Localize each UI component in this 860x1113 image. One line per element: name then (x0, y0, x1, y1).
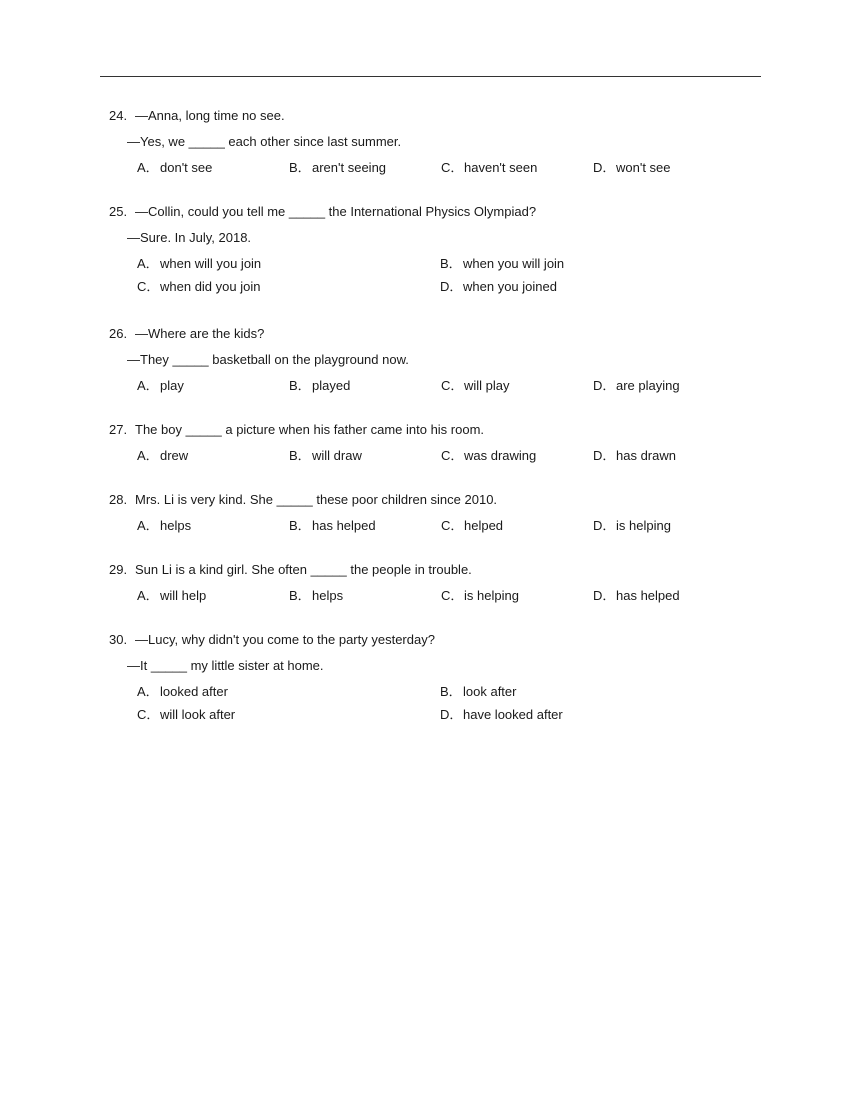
option-text: is helping (616, 518, 671, 533)
answer-option-a[interactable] (137, 683, 440, 706)
option-letter: B． (440, 684, 462, 699)
question-stem (109, 631, 769, 657)
option-letter: C． (137, 279, 160, 294)
option-letter: B． (289, 448, 311, 463)
option-text: won't see (616, 160, 671, 175)
option-text: when you joined (463, 279, 557, 294)
answer-option-b[interactable] (289, 587, 441, 607)
question-27 (109, 421, 769, 467)
option-letter: D． (593, 378, 616, 393)
answer-option-a[interactable] (137, 255, 440, 278)
answer-options (109, 255, 769, 301)
answer-option-a[interactable] (137, 517, 289, 537)
option-text: aren't seeing (312, 160, 387, 175)
option-letter: C． (441, 160, 464, 175)
answer-option-b[interactable] (289, 377, 441, 397)
question-text: —Lucy, why didn't you come to the party yesterday? (135, 632, 435, 647)
question-text: Sun Li is a kind girl. She often _____ the people in trouble. (135, 562, 472, 577)
option-letter: A． (137, 448, 159, 463)
question-28 (109, 491, 769, 537)
question-29 (109, 561, 769, 607)
option-text: have looked after (463, 707, 563, 722)
option-text: are playing (616, 378, 680, 393)
option-letter: A． (137, 160, 159, 175)
answer-option-b[interactable] (440, 683, 640, 706)
question-text: —Collin, could you tell me _____ the International Physics Olympiad? (135, 204, 537, 219)
option-letter: B． (289, 588, 311, 603)
option-letter: D． (593, 588, 616, 603)
question-stem (109, 421, 769, 447)
option-letter: A． (137, 378, 159, 393)
question-text: —They _____ basketball on the playground now. (127, 352, 409, 367)
question-stem (109, 203, 769, 229)
option-text: when you will join (463, 256, 565, 271)
question-number: 29. (109, 562, 128, 577)
answer-option-b[interactable] (440, 255, 640, 278)
option-text: has helped (616, 588, 680, 603)
answer-option-c[interactable] (441, 447, 593, 467)
option-letter: A． (137, 518, 159, 533)
answer-option-c[interactable] (441, 517, 593, 537)
option-text: was drawing (464, 448, 537, 463)
option-text: helps (312, 588, 344, 603)
option-text: will draw (312, 448, 362, 463)
option-letter: D． (593, 448, 616, 463)
option-text: will look after (160, 707, 236, 722)
question-stem (109, 107, 769, 133)
option-letter: C． (137, 707, 160, 722)
question-text: —Yes, we _____ each other since last summer. (127, 134, 402, 149)
option-text: drew (160, 448, 189, 463)
question-reply (109, 133, 769, 159)
question-stem (109, 491, 769, 517)
option-text: look after (463, 684, 517, 699)
option-text: haven't seen (464, 160, 538, 175)
answer-option-b[interactable] (289, 517, 441, 537)
question-number: 26. (109, 326, 128, 341)
question-number: 28. (109, 492, 128, 507)
answer-option-c[interactable] (441, 587, 593, 607)
question-text: —Where are the kids? (135, 326, 265, 341)
question-30 (109, 631, 769, 729)
question-text: —Anna, long time no see. (135, 108, 285, 123)
answer-options (109, 447, 769, 467)
question-stem (109, 325, 769, 351)
answer-options (109, 377, 769, 397)
answer-option-a[interactable] (137, 447, 289, 467)
answer-option-d[interactable] (440, 706, 640, 729)
answer-option-a[interactable] (137, 377, 289, 397)
option-letter: A． (137, 684, 159, 699)
answer-option-c[interactable] (137, 278, 440, 301)
option-text: looked after (160, 684, 228, 699)
question-24 (109, 107, 769, 179)
option-letter: B． (289, 378, 311, 393)
option-text: don't see (160, 160, 213, 175)
question-list (109, 107, 769, 753)
question-number: 25. (109, 204, 128, 219)
answer-options (109, 683, 769, 729)
answer-option-c[interactable] (137, 706, 440, 729)
question-reply (109, 351, 769, 377)
option-text: helps (160, 518, 192, 533)
option-letter: C． (441, 518, 464, 533)
option-letter: A． (137, 256, 159, 271)
option-text: will play (464, 378, 510, 393)
answer-option-d[interactable] (593, 517, 745, 537)
option-text: played (312, 378, 351, 393)
option-text: has helped (312, 518, 376, 533)
answer-option-c[interactable] (441, 377, 593, 397)
option-letter: D． (593, 518, 616, 533)
question-text: —Sure. In July, 2018. (127, 230, 252, 245)
option-letter: D． (440, 279, 463, 294)
option-letter: D． (593, 160, 616, 175)
question-text: The boy _____ a picture when his father came into his room. (135, 422, 485, 437)
option-text: helped (464, 518, 504, 533)
answer-options (109, 587, 769, 607)
answer-option-c[interactable] (441, 159, 593, 179)
question-text: —It _____ my little sister at home. (127, 658, 324, 673)
option-letter: B． (289, 160, 311, 175)
option-letter: C． (441, 448, 464, 463)
option-text: will help (160, 588, 207, 603)
question-reply (109, 657, 769, 683)
option-text: has drawn (616, 448, 676, 463)
answer-option-b[interactable] (289, 159, 441, 179)
answer-option-a[interactable] (137, 587, 289, 607)
option-letter: D． (440, 707, 463, 722)
answer-option-d[interactable] (593, 447, 745, 467)
question-stem (109, 561, 769, 587)
option-text: is helping (464, 588, 519, 603)
option-text: play (160, 378, 184, 393)
option-letter: A． (137, 588, 159, 603)
answer-options (109, 517, 769, 537)
answer-option-d[interactable] (593, 159, 745, 179)
question-reply (109, 229, 769, 255)
question-text: Mrs. Li is very kind. She _____ these poor children since 2010. (135, 492, 498, 507)
header-rule (100, 76, 761, 77)
question-number: 24. (109, 108, 128, 123)
option-letter: C． (441, 378, 464, 393)
option-letter: B． (289, 518, 311, 533)
option-text: when did you join (160, 279, 261, 294)
answer-option-b[interactable] (289, 447, 441, 467)
question-number: 27. (109, 422, 128, 437)
answer-options (109, 159, 769, 179)
question-26 (109, 325, 769, 397)
option-letter: C． (441, 588, 464, 603)
option-letter: B． (440, 256, 462, 271)
option-text: when will you join (160, 256, 262, 271)
question-number: 30. (109, 632, 128, 647)
answer-option-d[interactable] (440, 278, 640, 301)
question-25 (109, 203, 769, 301)
answer-option-d[interactable] (593, 587, 745, 607)
answer-option-d[interactable] (593, 377, 745, 397)
answer-option-a[interactable] (137, 159, 289, 179)
